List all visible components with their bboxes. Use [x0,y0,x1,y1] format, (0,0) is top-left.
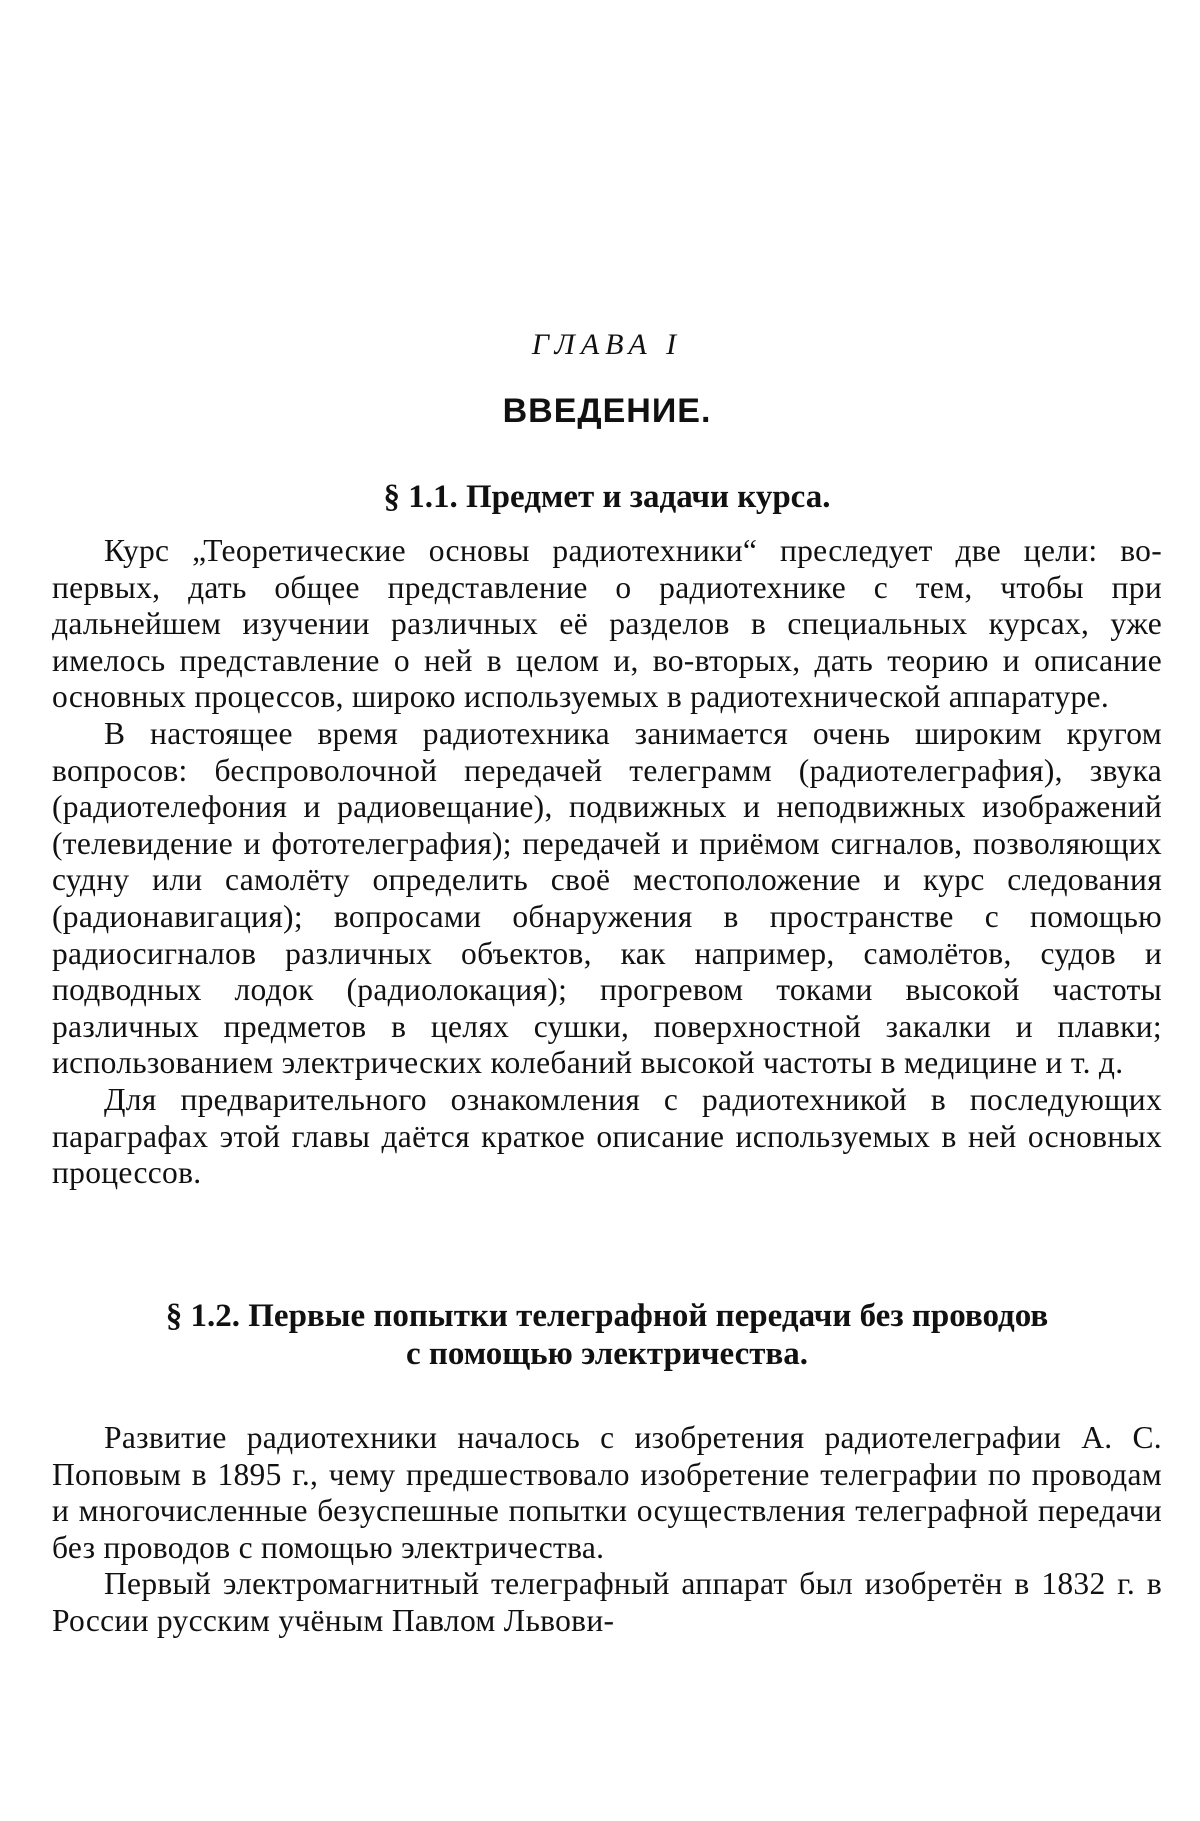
section-1-paragraph-1: Курс „Теоретические основы радиотехники“ преследует две цели: во-первых, дать общее представление о радиотехнике с тем, чтобы при дальнейшем изучении различных её разделов в специальных курсах, уже имелось представление о ней в целом и, во-вторых, дать теорию и описание основных процессов, широко используемых в радиотехнической аппаратуре. [52,533,1162,715]
section-2-body [52,1420,1162,1640]
section-1-heading: § 1.1. Предмет и задачи курса. [383,479,831,515]
chapter-title: ВВЕДЕНИЕ. [502,392,712,430]
section-1-paragraph-2: В настоящее время радиотехника занимается очень широким кругом вопросов: беспроволочной передачей телеграмм (радиотелеграфия), звука (радиотелефония и радиовещание), подвижных и неподвижных изображений (телевидение и фототелеграфия); передачей и приёмом сигналов, позволяющих судну или самолёту определить своё местоположение и курс следования (радионавигация); вопросами обнаружения в пространстве с помощью радиосигналов различных объектов, как например, самолётов, судов и подводных лодок (радиолокация); прогревом токами высокой частоты различных предметов в целях сушки, поверхностной закалки и плавки; использованием электрических колебаний высокой частоты в медицине и т. д. [52,715,1162,1081]
section-2-paragraph-2: Первый электромагнитный телеграфный аппарат был изобретён в 1832 г. в России русским учёным Павлом Львови- [52,1566,1162,1638]
section-1-body [52,533,1162,1192]
chapter-label: ГЛАВА I [531,328,683,361]
section-2-heading-line-1: § 1.2. Первые попытки телеграфной передачи без проводов [165,1298,1049,1334]
section-2-paragraph-1: Развитие радиотехники началось с изобретения радиотелеграфии А. С. Поповым в 1895 г., чему предшествовало изобретение телеграфии по проводам и многочисленные безуспешные попытки осуществления телеграфной передачи без проводов с помощью электричества. [52,1420,1162,1565]
section-2-heading-line-2: с помощью электричества. [405,1336,808,1372]
book-page [52,0,1162,1821]
section-2-heading [52,1297,1162,1373]
section-1-paragraph-3: Для предварительного ознакомления с радиотехникой в последующих параграфах этой главы даётся краткое описание используемых в ней основных процессов. [52,1081,1162,1191]
